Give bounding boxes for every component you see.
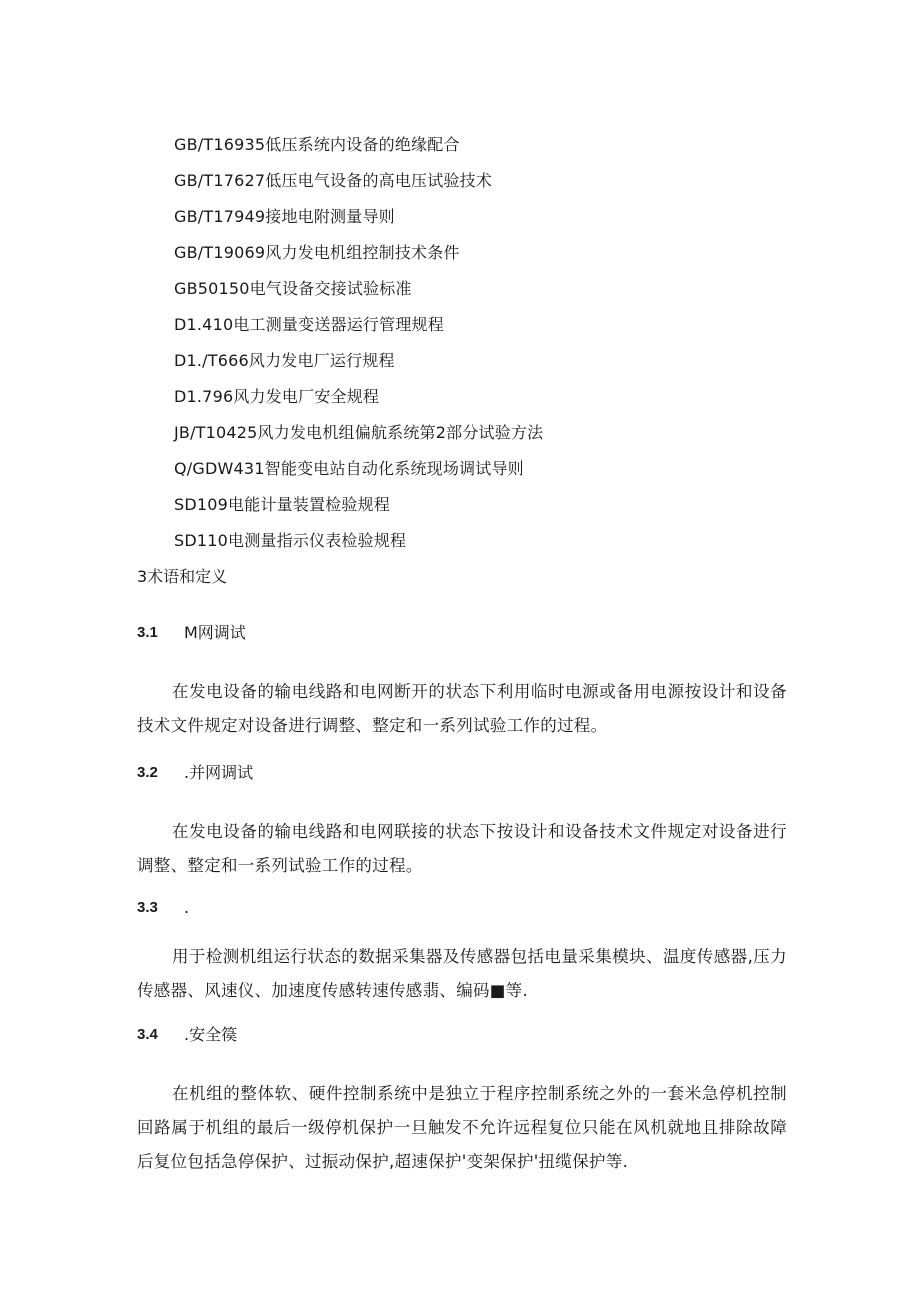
subsection-3-2-heading bbox=[137, 760, 787, 786]
paragraph: 在发电设备的输电线路和电网联接的状态下按设计和设备技术文件规定对设备进行调整、整定和一系列试验工作的过程。 bbox=[137, 822, 787, 875]
paragraph: 用于检测机组运行状态的数据采集器及传感器包括电量采集模块、温度传感器,压力传感器、风速仪、加速度传感转速传感翡、编码■等. bbox=[137, 947, 787, 1000]
subsection-3-4-body bbox=[137, 1077, 787, 1179]
reference-item: D1.796风力发电厂安全规程 bbox=[174, 387, 380, 406]
subsection-3-3-heading bbox=[137, 895, 787, 921]
reference-item: JB/T10425风力发电机组偏航系统第2部分试验方法 bbox=[174, 423, 544, 442]
subsection-3-1-heading bbox=[137, 620, 787, 646]
reference-item: GB/T17949接地电附测量导则 bbox=[174, 207, 395, 226]
reference-item: D1./T666风力发电厂运行规程 bbox=[174, 351, 395, 370]
subsection-3-3-body bbox=[137, 940, 787, 1008]
paragraph: 在机组的整体软、硬件控制系统中是独立于程序控制系统之外的一套米急停机控制回路属于机组的最后一级停机保护一旦触发不允许远程复位只能在风机就地且排除故障后复位包括急停保护、过振动保护,超速保护'变架保护'扭缆保护等. bbox=[137, 1084, 787, 1171]
subsection-number: 3.4 bbox=[137, 1026, 158, 1043]
reference-item: D1.410电工测量变送器运行管理规程 bbox=[174, 315, 444, 334]
subsection-3-4-heading bbox=[137, 1022, 787, 1048]
reference-item: GB50150电气设备交接试验标准 bbox=[174, 279, 412, 298]
subsection-number: 3.1 bbox=[137, 624, 158, 641]
subsection-title: .并网调试 bbox=[184, 763, 254, 782]
reference-item: SD110电测量指示仪表检验规程 bbox=[174, 531, 407, 550]
subsection-title: . bbox=[184, 898, 190, 917]
subsection-number: 3.2 bbox=[137, 764, 158, 781]
subsection-title: .安全篌 bbox=[184, 1025, 238, 1044]
paragraph: 在发电设备的输电线路和电网断开的状态下利用临时电源或备用电源按设计和设备技术文件规定对设备进行调整、整定和一系列试验工作的过程。 bbox=[137, 682, 787, 735]
subsection-3-1-body bbox=[137, 675, 787, 743]
reference-item: GB/T17627低压电气设备的高电压试验技术 bbox=[174, 171, 493, 190]
reference-item: GB/T16935低压系统内设备的绝缘配合 bbox=[174, 135, 460, 154]
section-heading bbox=[137, 564, 787, 590]
subsection-3-2-body bbox=[137, 815, 787, 883]
reference-item: Q/GDW431智能变电站自动化系统现场调试导则 bbox=[174, 459, 524, 478]
subsection-title: M网调试 bbox=[184, 623, 246, 642]
reference-item: SD109电能计量装置检验规程 bbox=[174, 495, 391, 514]
section-3-heading: 3术语和定义 bbox=[137, 567, 228, 586]
reference-item: GB/T19069风力发电机组控制技术条件 bbox=[174, 243, 460, 262]
reference-standards-list bbox=[174, 132, 814, 564]
subsection-number: 3.3 bbox=[137, 899, 158, 916]
